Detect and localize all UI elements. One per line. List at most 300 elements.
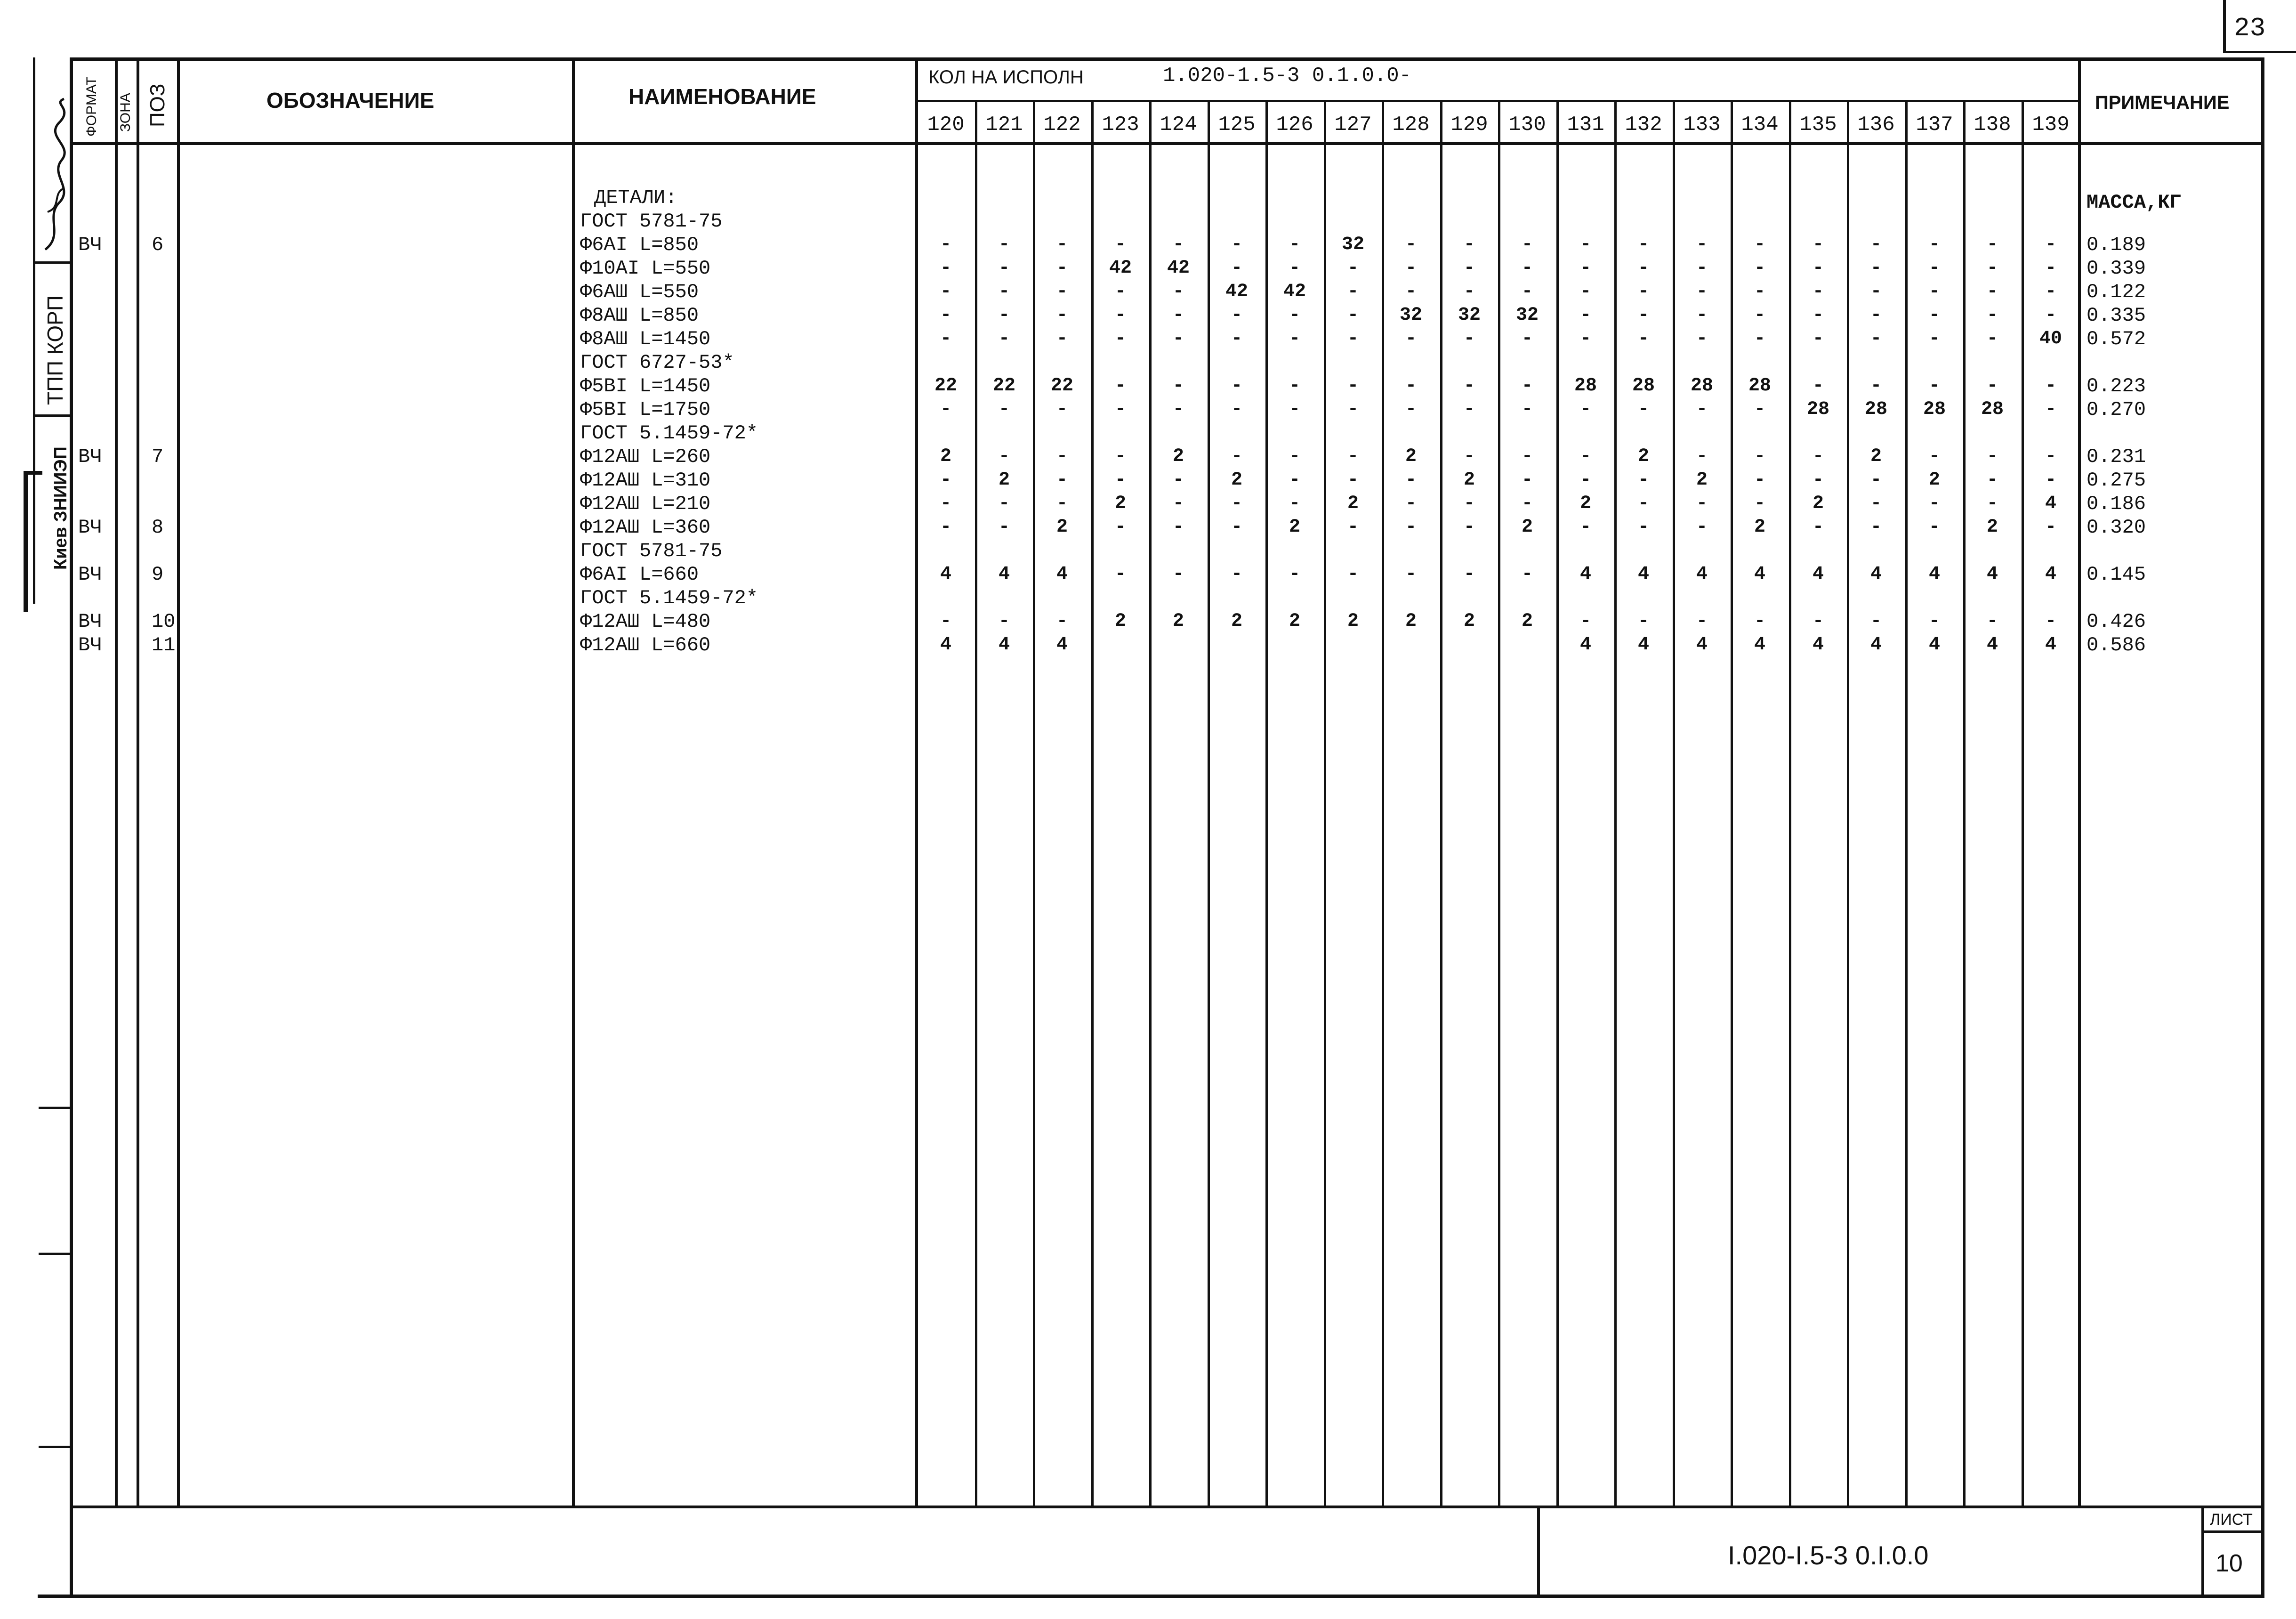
qty-cell: -	[1347, 328, 1359, 349]
header-note: ПРИМЕЧАНИЕ	[2095, 92, 2230, 113]
qty-cell: -	[2045, 305, 2056, 326]
qty-cell: -	[1928, 493, 1940, 514]
qty-cell: 32	[1515, 305, 1539, 326]
qty-column-number: 124	[1160, 113, 1197, 137]
qty-cell: -	[1928, 611, 1940, 632]
format-cell: ВЧ	[78, 234, 102, 256]
qty-column-number: 135	[1799, 113, 1837, 137]
qty-cell: -	[1928, 517, 1940, 538]
qty-cell: 4	[940, 564, 951, 585]
stamp-bracket	[24, 471, 28, 612]
qty-cell: -	[1405, 328, 1417, 349]
qty-cell: -	[1579, 446, 1591, 467]
name-line: Ф8АШ L=850	[580, 304, 699, 327]
qty-cell: -	[1870, 258, 1882, 279]
name-line: Ф12АШ L=260	[580, 445, 711, 468]
qty-cell: -	[998, 305, 1010, 326]
qty-cell: -	[1637, 281, 1649, 302]
qty-cell: 4	[2045, 634, 2056, 656]
qty-cell: -	[1754, 446, 1765, 467]
qty-cell: -	[998, 517, 1010, 538]
qty-cell: -	[1812, 470, 1824, 491]
pos-cell: 9	[152, 563, 164, 586]
qty-cell: 2	[1172, 446, 1184, 467]
qty-column-number: 130	[1508, 113, 1546, 137]
qty-cell: -	[1521, 446, 1533, 467]
qty-cell: -	[2045, 281, 2056, 302]
qty-cell: -	[1812, 281, 1824, 302]
qty-cell: -	[1812, 305, 1824, 326]
header-qty-code: 1.020-1.5-3 0.1.0.0-	[1163, 64, 1412, 88]
qty-cell: -	[1870, 234, 1882, 255]
qty-cell: -	[998, 611, 1010, 632]
qty-cell: -	[1056, 470, 1068, 491]
qty-cell: -	[1114, 375, 1126, 397]
qty-cell: 2	[1056, 517, 1068, 538]
qty-column-number: 127	[1334, 113, 1372, 137]
format-cell: ВЧ	[78, 563, 102, 586]
qty-cell: -	[940, 517, 951, 538]
qty-cell: -	[1754, 328, 1765, 349]
page-number-mark	[2223, 0, 2226, 52]
qty-cell: -	[1347, 446, 1359, 467]
qty-cell: -	[1172, 493, 1184, 514]
qty-cell: -	[2045, 517, 2056, 538]
qty-cell: 2	[1463, 611, 1475, 632]
header-qty-label: КОЛ НА ИСПОЛН	[928, 67, 1084, 88]
qty-cell: -	[1405, 281, 1417, 302]
qty-cell: -	[1231, 517, 1242, 538]
qty-cell: 2	[1289, 517, 1300, 538]
qty-cell: 28	[1632, 375, 1655, 397]
qty-cell: -	[1347, 375, 1359, 397]
qty-cell: 22	[934, 375, 957, 397]
qty-cell: 2	[1114, 493, 1126, 514]
qty-cell: 28	[1690, 375, 1713, 397]
qty-cell: -	[1405, 470, 1417, 491]
qty-cell: -	[1812, 258, 1824, 279]
qty-cell: -	[1928, 258, 1940, 279]
qty-cell: -	[1521, 281, 1533, 302]
qty-cell: -	[1347, 305, 1359, 326]
pos-cell: 10	[152, 610, 176, 633]
qty-cell: -	[1231, 305, 1242, 326]
qty-cell: -	[1812, 446, 1824, 467]
qty-cell: -	[1463, 517, 1475, 538]
qty-cell: -	[998, 234, 1010, 255]
qty-cell: 2	[1463, 470, 1475, 491]
qty-cell: -	[1289, 399, 1300, 420]
qty-cell: -	[2045, 611, 2056, 632]
qty-column-number: 120	[927, 113, 965, 137]
qty-cell: -	[1463, 375, 1475, 397]
qty-cell: -	[1405, 234, 1417, 255]
qty-cell: -	[1521, 328, 1533, 349]
qty-cell: 2	[1231, 470, 1242, 491]
qty-column-number: 128	[1392, 113, 1430, 137]
qty-cell: -	[998, 446, 1010, 467]
qty-cell: -	[1463, 281, 1475, 302]
qty-cell: 2	[1696, 470, 1708, 491]
mass-cell: 0.320	[2087, 516, 2146, 539]
qty-cell: -	[1056, 281, 1068, 302]
qty-cell: 28	[1923, 399, 1946, 420]
qty-column-number: 122	[1043, 113, 1081, 137]
qty-cell: -	[940, 611, 951, 632]
qty-cell: -	[1696, 399, 1708, 420]
header-zone: ЗОНА	[118, 93, 133, 132]
qty-cell: -	[1056, 258, 1068, 279]
qty-cell: 4	[1870, 564, 1882, 585]
qty-cell: -	[940, 281, 951, 302]
qty-cell: -	[1172, 399, 1184, 420]
qty-cell: -	[1870, 517, 1882, 538]
qty-cell: -	[1696, 281, 1708, 302]
qty-cell: -	[1114, 446, 1126, 467]
format-cell: ВЧ	[78, 610, 102, 633]
qty-cell: -	[1347, 517, 1359, 538]
header-name: НАИМЕНОВАНИЕ	[628, 84, 816, 109]
mass-cell: 0.223	[2087, 375, 2146, 397]
qty-cell: 4	[1812, 634, 1824, 656]
qty-cell: -	[1696, 234, 1708, 255]
qty-cell: -	[1986, 611, 1998, 632]
qty-cell: -	[1463, 564, 1475, 585]
qty-cell: 28	[1806, 399, 1829, 420]
qty-cell: -	[1986, 234, 1998, 255]
qty-cell: 42	[1225, 281, 1248, 302]
stamp-org-line1: Киев ЗНИИЭП	[51, 446, 71, 570]
qty-cell: -	[1637, 517, 1649, 538]
pos-cell: 6	[152, 234, 164, 256]
qty-column-number: 138	[1974, 113, 2011, 137]
qty-cell: -	[1231, 493, 1242, 514]
mass-cell: 0.122	[2087, 281, 2146, 303]
qty-cell: -	[940, 328, 951, 349]
qty-cell: -	[1056, 446, 1068, 467]
mass-cell: 0.189	[2087, 234, 2146, 256]
qty-cell: -	[1637, 234, 1649, 255]
doc-code: I.020-I.5-3 0.I.0.0	[1728, 1540, 1929, 1570]
qty-cell: -	[1289, 493, 1300, 514]
qty-cell: -	[2045, 234, 2056, 255]
qty-cell: -	[1870, 281, 1882, 302]
qty-cell: -	[1172, 517, 1184, 538]
qty-cell: -	[1870, 375, 1882, 397]
qty-cell: -	[1172, 305, 1184, 326]
qty-column-number: 121	[985, 113, 1023, 137]
qty-cell: -	[1405, 517, 1417, 538]
qty-cell: -	[1579, 328, 1591, 349]
qty-column-number: 134	[1741, 113, 1779, 137]
frame-right	[2261, 57, 2264, 1596]
qty-cell: 2	[1347, 611, 1359, 632]
qty-cell: -	[1347, 399, 1359, 420]
qty-cell: -	[1114, 328, 1126, 349]
name-line: Ф12АШ L=360	[580, 516, 711, 539]
name-line: Ф6АШ L=550	[580, 281, 699, 303]
qty-column-number: 136	[1857, 113, 1895, 137]
qty-cell: -	[1347, 281, 1359, 302]
qty-cell: -	[1114, 281, 1126, 302]
qty-cell: -	[1231, 375, 1242, 397]
name-line: ГОСТ 6727-53*	[580, 351, 734, 374]
qty-cell: 2	[1579, 493, 1591, 514]
qty-cell: -	[1289, 446, 1300, 467]
table-bottom-line	[70, 1506, 2264, 1508]
header-bottom-line	[70, 142, 2264, 145]
qty-cell: -	[1172, 234, 1184, 255]
qty-cell: 4	[1754, 634, 1765, 656]
qty-cell: -	[1986, 470, 1998, 491]
qty-cell: -	[1870, 470, 1882, 491]
qty-cell: 2	[1231, 611, 1242, 632]
qty-cell: 40	[2039, 328, 2062, 349]
qty-cell: -	[1347, 564, 1359, 585]
qty-cell: -	[940, 399, 951, 420]
qty-cell: -	[1289, 258, 1300, 279]
format-cell: ВЧ	[78, 516, 102, 539]
qty-cell: 28	[1981, 399, 2004, 420]
qty-cell: 2	[1405, 446, 1417, 467]
qty-cell: 22	[1050, 375, 1073, 397]
qty-cell: 4	[1812, 564, 1824, 585]
qty-cell: -	[1114, 234, 1126, 255]
qty-cell: -	[1114, 564, 1126, 585]
qty-cell: -	[2045, 375, 2056, 397]
mass-cell: 0.270	[2087, 398, 2146, 421]
qty-cell: -	[1696, 517, 1708, 538]
qty-cell: -	[1986, 328, 1998, 349]
qty-cell: -	[1289, 564, 1300, 585]
qty-cell: -	[1812, 611, 1824, 632]
qty-cell: 4	[1870, 634, 1882, 656]
name-line: Ф5ВI L=1450	[580, 375, 711, 397]
qty-cell: -	[1870, 328, 1882, 349]
qty-cell: -	[1172, 375, 1184, 397]
qty-cell: -	[1463, 234, 1475, 255]
signature	[40, 94, 70, 254]
name-line: Ф12АШ L=310	[580, 469, 711, 492]
qty-cell: -	[1986, 281, 1998, 302]
name-line: Ф8АШ L=1450	[580, 328, 711, 350]
margin-tick-1	[39, 1107, 71, 1109]
title-block-sheet-line	[2201, 1506, 2204, 1596]
qty-cell: 4	[1986, 564, 1998, 585]
qty-cell: 4	[1579, 564, 1591, 585]
qty-cell: -	[1928, 305, 1940, 326]
qty-cell: -	[1986, 375, 1998, 397]
qty-column-number: 125	[1218, 113, 1256, 137]
qty-cell: 4	[1928, 634, 1940, 656]
qty-cell: 2	[1986, 517, 1998, 538]
margin-tick-2	[39, 1253, 71, 1255]
name-line: ГОСТ 5.1459-72*	[580, 422, 758, 445]
qty-cell: -	[1231, 446, 1242, 467]
qty-cell: -	[1754, 258, 1765, 279]
title-block-sheet-divider	[2201, 1530, 2263, 1533]
pos-cell: 11	[152, 634, 176, 656]
qty-cell: -	[1754, 493, 1765, 514]
qty-cell: 2	[1347, 493, 1359, 514]
qty-cell: -	[1231, 399, 1242, 420]
qty-cell: -	[1754, 305, 1765, 326]
header-format: ФОРМАТ	[84, 77, 99, 137]
name-line: ГОСТ 5.1459-72*	[580, 587, 758, 609]
sheet-number: 10	[2215, 1550, 2243, 1577]
qty-cell: -	[1637, 258, 1649, 279]
qty-cell: -	[1812, 517, 1824, 538]
qty-cell: 2	[1754, 517, 1765, 538]
qty-column-number: 123	[1102, 113, 1139, 137]
qty-cell: -	[1405, 258, 1417, 279]
qty-cell: 2	[1928, 470, 1940, 491]
qty-cell: 4	[1579, 634, 1591, 656]
qty-cell: 4	[1637, 564, 1649, 585]
qty-cell: -	[1696, 328, 1708, 349]
qty-cell: -	[1114, 517, 1126, 538]
qty-cell: 4	[1696, 634, 1708, 656]
qty-cell: -	[1463, 328, 1475, 349]
pos-cell: 8	[152, 516, 164, 539]
qty-cell: 32	[1458, 305, 1481, 326]
qty-cell: -	[1521, 564, 1533, 585]
name-line: Ф12АШ L=210	[580, 493, 711, 515]
qty-cell: 2	[1114, 611, 1126, 632]
qty-cell: -	[1637, 399, 1649, 420]
qty-cell: 2	[1812, 493, 1824, 514]
qty-cell: -	[1928, 375, 1940, 397]
qty-cell: -	[1231, 258, 1242, 279]
qty-cell: -	[2045, 258, 2056, 279]
qty-cell: 2	[1637, 446, 1649, 467]
name-line: ГОСТ 5781-75	[580, 540, 723, 562]
qty-cell: -	[1056, 611, 1068, 632]
name-line: ДЕТАЛИ:	[594, 186, 677, 209]
qty-cell: 4	[1056, 564, 1068, 585]
mass-cell: 0.275	[2087, 469, 2146, 492]
qty-cell: -	[1696, 611, 1708, 632]
mass-cell: 0.339	[2087, 257, 2146, 280]
frame-top	[70, 57, 2264, 61]
mass-cell: 0.572	[2087, 328, 2146, 350]
qty-cell: -	[1986, 446, 1998, 467]
qty-cell: 2	[1870, 446, 1882, 467]
qty-cell: -	[998, 258, 1010, 279]
qty-cell: -	[940, 305, 951, 326]
qty-cell: -	[1928, 281, 1940, 302]
qty-cell: -	[1579, 234, 1591, 255]
qty-cell: -	[998, 399, 1010, 420]
qty-cell: -	[1637, 328, 1649, 349]
qty-cell: -	[1463, 399, 1475, 420]
qty-cell: -	[1579, 305, 1591, 326]
qty-cell: 2	[1521, 517, 1533, 538]
qty-cell: 4	[2045, 564, 2056, 585]
qty-cell: -	[1289, 305, 1300, 326]
qty-cell: 4	[998, 564, 1010, 585]
qty-cell: -	[1172, 470, 1184, 491]
qty-cell: -	[1463, 258, 1475, 279]
qty-cell: 2	[1289, 611, 1300, 632]
qty-cell: -	[1696, 305, 1708, 326]
stamp-bracket-top	[24, 471, 42, 475]
qty-cell: 22	[992, 375, 1015, 397]
qty-cell: -	[1172, 328, 1184, 349]
qty-cell: -	[1696, 446, 1708, 467]
qty-cell: -	[1696, 258, 1708, 279]
qty-cell: -	[1056, 234, 1068, 255]
qty-cell: -	[1405, 564, 1417, 585]
qty-cell: -	[1231, 234, 1242, 255]
sheet-label: ЛИСТ	[2210, 1511, 2253, 1529]
format-cell: ВЧ	[78, 445, 102, 468]
name-line: Ф6АI L=660	[580, 563, 699, 586]
qty-cell: -	[2045, 446, 2056, 467]
qty-cell: -	[1637, 470, 1649, 491]
qty-cell: -	[1812, 375, 1824, 397]
qty-cell: 32	[1341, 234, 1364, 255]
qty-cell: -	[1463, 446, 1475, 467]
qty-cell: -	[1579, 611, 1591, 632]
mass-cell: 0.145	[2087, 563, 2146, 586]
qty-cell: -	[1754, 281, 1765, 302]
qty-cell: -	[1289, 234, 1300, 255]
qty-cell: 28	[1864, 399, 1887, 420]
qty-cell: -	[1289, 470, 1300, 491]
qty-cell: -	[1928, 446, 1940, 467]
qty-cell: 2	[1521, 611, 1533, 632]
col-line-zone	[137, 57, 139, 1507]
qty-cell: -	[1347, 470, 1359, 491]
mass-cell: 0.231	[2087, 445, 2146, 468]
name-line: Ф12АШ L=660	[580, 634, 711, 656]
qty-cell: -	[1637, 611, 1649, 632]
qty-cell: -	[1579, 258, 1591, 279]
qty-cell: -	[1986, 305, 1998, 326]
qty-cell: -	[1521, 493, 1533, 514]
qty-cell: 2	[1405, 611, 1417, 632]
qty-cell: 4	[1754, 564, 1765, 585]
qty-cell: -	[998, 281, 1010, 302]
qty-cell: -	[940, 493, 951, 514]
qty-cell: -	[1812, 234, 1824, 255]
qty-cell: -	[1696, 493, 1708, 514]
qty-cell: -	[1812, 328, 1824, 349]
qty-cell: -	[1289, 375, 1300, 397]
qty-cell: -	[1579, 470, 1591, 491]
qty-cell: 4	[1928, 564, 1940, 585]
qty-cell: -	[1056, 399, 1068, 420]
qty-cell: -	[1056, 305, 1068, 326]
qty-cell: -	[1754, 399, 1765, 420]
name-line: ГОСТ 5781-75	[580, 210, 723, 233]
qty-cell: -	[1056, 328, 1068, 349]
qty-cell: -	[1172, 564, 1184, 585]
qty-column-number: 126	[1276, 113, 1313, 137]
qty-cell: -	[1521, 470, 1533, 491]
qty-cell: -	[998, 328, 1010, 349]
qty-cell: 42	[1109, 258, 1132, 279]
col-line-pos	[177, 57, 180, 1507]
qty-cell: -	[1114, 399, 1126, 420]
qty-cell: 28	[1574, 375, 1597, 397]
frame-bottom	[38, 1595, 2264, 1598]
qty-column-number: 133	[1683, 113, 1721, 137]
pos-cell: 7	[152, 445, 164, 468]
mass-cell: 0.426	[2087, 610, 2146, 633]
qty-cell: -	[1347, 258, 1359, 279]
